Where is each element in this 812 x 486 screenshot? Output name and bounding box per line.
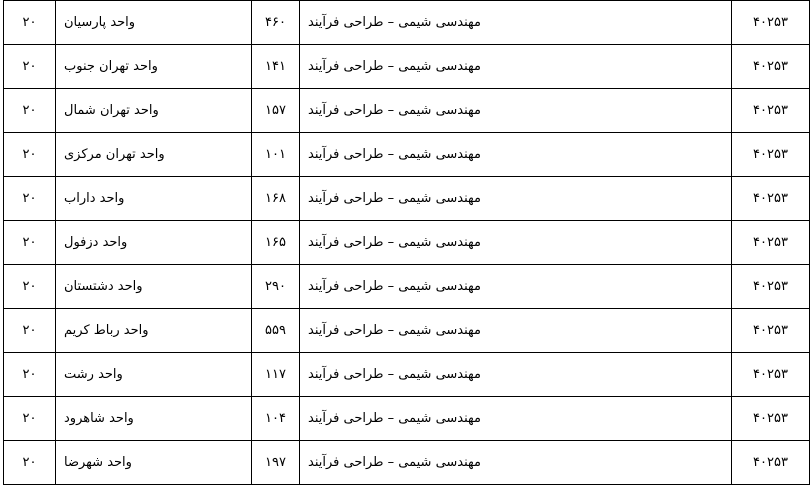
cell-count: ۱۶۸ xyxy=(252,177,300,221)
cell-score: ۲۰ xyxy=(4,309,56,353)
cell-field: مهندسی شیمی – طراحی فرآیند xyxy=(300,265,732,309)
cell-field: مهندسی شیمی – طراحی فرآیند xyxy=(300,1,732,45)
cell-score: ۲۰ xyxy=(4,89,56,133)
cell-count: ۱۴۱ xyxy=(252,45,300,89)
cell-score: ۲۰ xyxy=(4,265,56,309)
table-row xyxy=(4,309,810,353)
cell-unit: واحد تهران جنوب xyxy=(56,45,252,89)
cell-unit: واحد شاهرود xyxy=(56,397,252,441)
cell-code: ۴۰۲۵۳ xyxy=(732,133,810,177)
cell-unit: واحد پارسیان xyxy=(56,1,252,45)
cell-score: ۲۰ xyxy=(4,353,56,397)
cell-unit: واحد تهران مرکزی xyxy=(56,133,252,177)
cell-unit: واحد رباط کریم xyxy=(56,309,252,353)
table-row xyxy=(4,45,810,89)
cell-code: ۴۰۲۵۳ xyxy=(732,89,810,133)
cell-score: ۲۰ xyxy=(4,133,56,177)
cell-count: ۱۵۷ xyxy=(252,89,300,133)
programs-table xyxy=(3,0,810,485)
table-row xyxy=(4,353,810,397)
cell-count: ۱۱۷ xyxy=(252,353,300,397)
cell-code: ۴۰۲۵۳ xyxy=(732,177,810,221)
cell-score: ۲۰ xyxy=(4,1,56,45)
cell-count: ۴۶۰ xyxy=(252,1,300,45)
cell-code: ۴۰۲۵۳ xyxy=(732,1,810,45)
cell-field: مهندسی شیمی – طراحی فرآیند xyxy=(300,309,732,353)
cell-unit: واحد دشتستان xyxy=(56,265,252,309)
cell-unit: واحد دزفول xyxy=(56,221,252,265)
cell-field: مهندسی شیمی – طراحی فرآیند xyxy=(300,133,732,177)
cell-count: ۵۵۹ xyxy=(252,309,300,353)
cell-score: ۲۰ xyxy=(4,221,56,265)
cell-field: مهندسی شیمی – طراحی فرآیند xyxy=(300,221,732,265)
cell-unit: واحد شهرضا xyxy=(56,441,252,485)
table-row xyxy=(4,397,810,441)
cell-field: مهندسی شیمی – طراحی فرآیند xyxy=(300,397,732,441)
cell-code: ۴۰۲۵۳ xyxy=(732,309,810,353)
cell-field: مهندسی شیمی – طراحی فرآیند xyxy=(300,441,732,485)
cell-code: ۴۰۲۵۳ xyxy=(732,353,810,397)
cell-score: ۲۰ xyxy=(4,45,56,89)
table-row xyxy=(4,221,810,265)
cell-score: ۲۰ xyxy=(4,397,56,441)
cell-count: ۱۶۵ xyxy=(252,221,300,265)
cell-code: ۴۰۲۵۳ xyxy=(732,265,810,309)
table-row xyxy=(4,89,810,133)
cell-field: مهندسی شیمی – طراحی فرآیند xyxy=(300,353,732,397)
cell-field: مهندسی شیمی – طراحی فرآیند xyxy=(300,89,732,133)
cell-unit: واحد داراب xyxy=(56,177,252,221)
table-row xyxy=(4,133,810,177)
table-row xyxy=(4,265,810,309)
cell-code: ۴۰۲۵۳ xyxy=(732,397,810,441)
cell-code: ۴۰۲۵۳ xyxy=(732,45,810,89)
cell-unit: واحد رشت xyxy=(56,353,252,397)
table-row xyxy=(4,441,810,485)
cell-field: مهندسی شیمی – طراحی فرآیند xyxy=(300,45,732,89)
cell-code: ۴۰۲۵۳ xyxy=(732,441,810,485)
cell-count: ۱۰۱ xyxy=(252,133,300,177)
cell-count: ۲۹۰ xyxy=(252,265,300,309)
cell-field: مهندسی شیمی – طراحی فرآیند xyxy=(300,177,732,221)
table-row xyxy=(4,1,810,45)
cell-count: ۱۹۷ xyxy=(252,441,300,485)
table-row xyxy=(4,177,810,221)
cell-unit: واحد تهران شمال xyxy=(56,89,252,133)
cell-code: ۴۰۲۵۳ xyxy=(732,221,810,265)
table-body xyxy=(4,1,810,485)
cell-score: ۲۰ xyxy=(4,441,56,485)
cell-score: ۲۰ xyxy=(4,177,56,221)
cell-count: ۱۰۴ xyxy=(252,397,300,441)
